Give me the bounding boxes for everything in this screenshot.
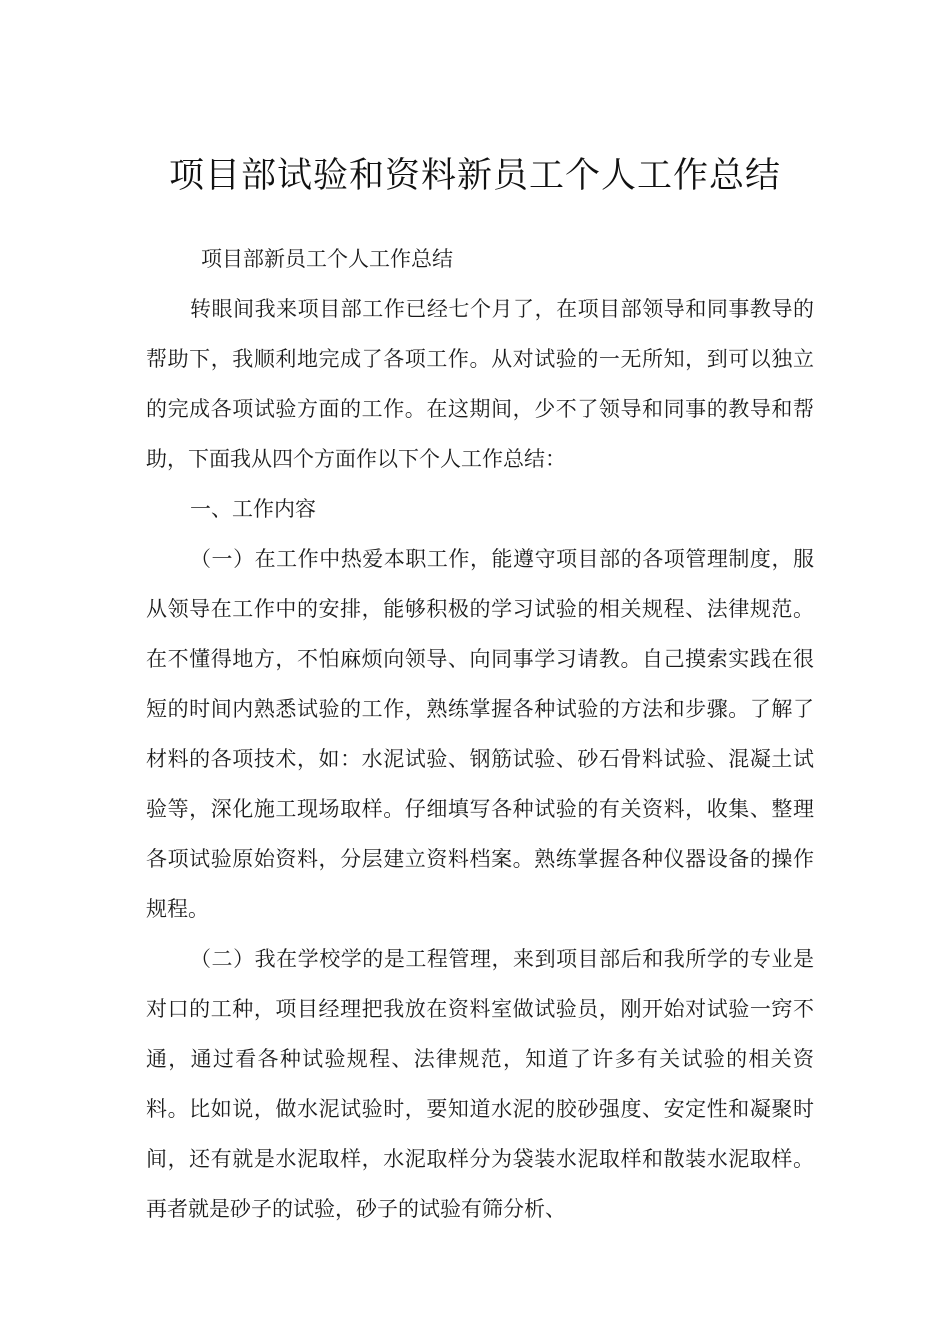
intro-paragraph: 转眼间我来项目部工作已经七个月了，在项目部领导和同事教导的帮助下，我顺利地完成了各项工作。从对试验的一无所知，到可以独立的完成各项试验方面的工作。在这期间，少不了领导和同事的教导和帮助，下面我从四个方面作以下个人工作总结：: [146, 297, 814, 471]
section-heading-work-content: 一、工作内容: [190, 497, 316, 521]
document-body: [146, 234, 814, 1234]
document-subtitle: 项目部新员工个人工作总结: [201, 247, 453, 271]
paragraph-one: （一）在工作中热爱本职工作，能遵守项目部的各项管理制度，服从领导在工作中的安排，能够积极的学习试验的相关规程、法律规范。在不懂得地方，不怕麻烦向领导、向同事学习请教。自己摸索实践在很短的时间内熟悉试验的工作，熟练掌握各种试验的方法和步骤。了解了材料的各项技术，如：水泥试验、钢筋试验、砂石骨料试验、混凝土试验等，深化施工现场取样。仔细填写各种试验的有关资料，收集、整理各项试验原始资料，分层建立资料档案。熟练掌握各种仪器设备的操作规程。: [146, 547, 814, 921]
document-title: 项目部试验和资料新员工个人工作总结: [168, 156, 781, 197]
paragraph-two: （二）我在学校学的是工程管理，来到项目部后和我所学的专业是对口的工种，项目经理把我放在资料室做试验员，刚开始对试验一窍不通，通过看各种试验规程、法律规范，知道了许多有关试验的相关资料。比如说，做水泥试验时，要知道水泥的胶砂强度、安定性和凝聚时间，还有就是水泥取样，水泥取样分为袋装水泥取样和散装水泥取样。再者就是砂子的试验，砂子的试验有筛分析、: [146, 947, 814, 1221]
